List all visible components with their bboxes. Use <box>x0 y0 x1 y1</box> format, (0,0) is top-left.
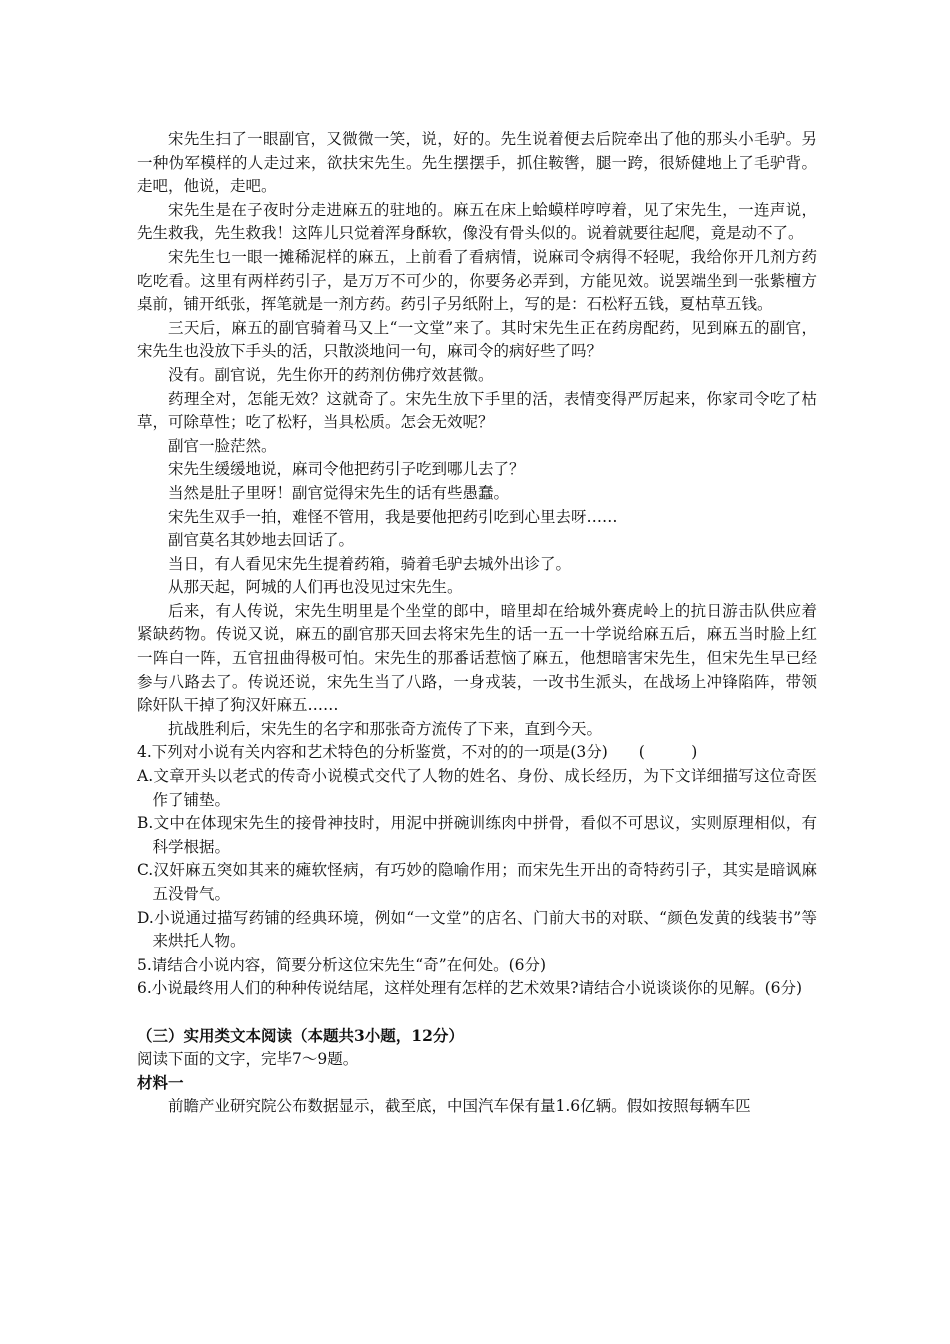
section-3-instruction: 阅读下面的文字，完毕7～9题。 <box>137 1049 359 1068</box>
material-1-label: 材料一 <box>137 1073 184 1093</box>
section-3-heading: （三）实用类文本阅读（本题共3小题，12分） <box>137 1025 464 1045</box>
story-paragraph-6: 药理全对，怎能无效？这就奇了。宋先生放下手里的活，表情变得严厉起来，你家司令吃了枯草，可除草性；吃了松籽，当具松质。怎会无效呢？ <box>137 389 817 432</box>
story-paragraph-13: 从那天起，阿城的人们再也没见过宋先生。 <box>168 578 463 597</box>
story-paragraph-1: 宋先生扫了一眼副官，又微微一笑，说，好的。先生说着便去后院牵出了他的那头小毛驴。另一种伪军模样的人走过来，欲扶宋先生。先生摆摆手，抓住鞍辔，腿一跨，很矫健地上了毛驴背。走吧，他说，走吧。 <box>137 130 817 196</box>
story-paragraph-5: 没有。副官说，先生你开的药剂仿佛疗效甚微。 <box>168 365 494 384</box>
story-paragraph-7: 副官一脸茫然。 <box>168 436 277 455</box>
document-page <box>137 128 817 1118</box>
story-paragraph-8: 宋先生缓缓地说，麻司令他把药引子吃到哪儿去了？ <box>168 460 525 479</box>
story-paragraph-14: 后来，有人传说，宋先生明里是个坐堂的郎中，暗里却在给城外赛虎岭上的抗日游击队供应着紧缺药物。传说又说，麻五的副官那天回去将宋先生的话一五一十学说给麻五后，麻五当时脸上红一阵白一阵，五官扭曲得极可怕。宋先生的那番话惹恼了麻五，他想暗害宋先生，但宋先生早已经参与八路去了。传说还说，宋先生当了八路，一身戎装，一改书生派头，在战场上冲锋陷阵，带领除奸队干掉了狗汉奸麻五…… <box>137 601 817 715</box>
material-1-text: 前瞻产业研究院公布数据显示，截至底，中国汽车保有量1.6亿辆。假如按照每辆车匹 <box>168 1096 751 1115</box>
story-paragraph-11: 副官莫名其妙地去回话了。 <box>168 531 355 550</box>
story-paragraph-10: 宋先生双手一拍，难怪不管用，我是要他把药引吃到心里去呀…… <box>168 507 618 526</box>
question-5: 5.请结合小说内容，简要分析这位宋先生“奇”在何处。(6分) <box>137 955 547 974</box>
question-4-stem: 4.下列对小说有关内容和艺术特色的分析鉴赏，不对的的一项是(3分) ( ) <box>137 743 698 762</box>
question-6: 6.小说最终用人们的种种传说结尾，这样处理有怎样的艺术效果?请结合小说谈谈你的见解。(6分) <box>137 979 803 998</box>
story-paragraph-12: 当日，有人看见宋先生提着药箱，骑着毛驴去城外出诊了。 <box>168 554 572 573</box>
question-4-option-c: C.汉奸麻五突如其来的瘫软怪病，有巧妙的隐喻作用；而宋先生开出的奇特药引子，其实是暗讽麻五没骨气。 <box>137 861 817 903</box>
story-paragraph-15: 抗战胜利后，宋先生的名字和那张奇方流传了下来，直到今天。 <box>168 719 603 738</box>
question-4-option-a: A.文章开头以老式的传奇小说模式交代了人物的姓名、身份、成长经历，为下文详细描写这位奇医作了铺垫。 <box>137 767 817 809</box>
question-4-option-d: D.小说通过描写药铺的经典环境，例如“一文堂”的店名、门前大书的对联、“颜色发黄的线装书”等来烘托人物。 <box>137 908 817 951</box>
story-paragraph-2: 宋先生是在子夜时分走进麻五的驻地的。麻五在床上蛤蟆样哼哼着，见了宋先生，一连声说，先生救我，先生救我！这阵儿只觉着浑身酥软，像没有骨头似的。说着就要往起爬，竟是动不了。 <box>137 200 817 243</box>
story-paragraph-9: 当然是肚子里呀！副官觉得宋先生的话有些愚蠢。 <box>168 483 510 502</box>
story-paragraph-3: 宋先生乜一眼一摊稀泥样的麻五，上前看了看病情，说麻司令病得不轻呢，我给你开几剂方药吃吃看。这里有两样药引子，是万万不可少的，你要务必弄到，方能见效。说罢端坐到一张紫檀方桌前，铺开纸张，挥笔就是一剂方药。药引子另纸附上，写的是：石松籽五钱，夏枯草五钱。 <box>137 247 817 314</box>
story-paragraph-4: 三天后，麻五的副官骑着马又上“一文堂”来了。其时宋先生正在药房配药，见到麻五的副官，宋先生也没放下手头的活，只散淡地问一句，麻司令的病好些了吗？ <box>137 318 817 361</box>
question-4-option-b: B.文中在体现宋先生的接骨神技时，用泥中拼碗训练肉中拼骨，看似不可思议，实则原理相似，有科学根据。 <box>137 814 817 856</box>
